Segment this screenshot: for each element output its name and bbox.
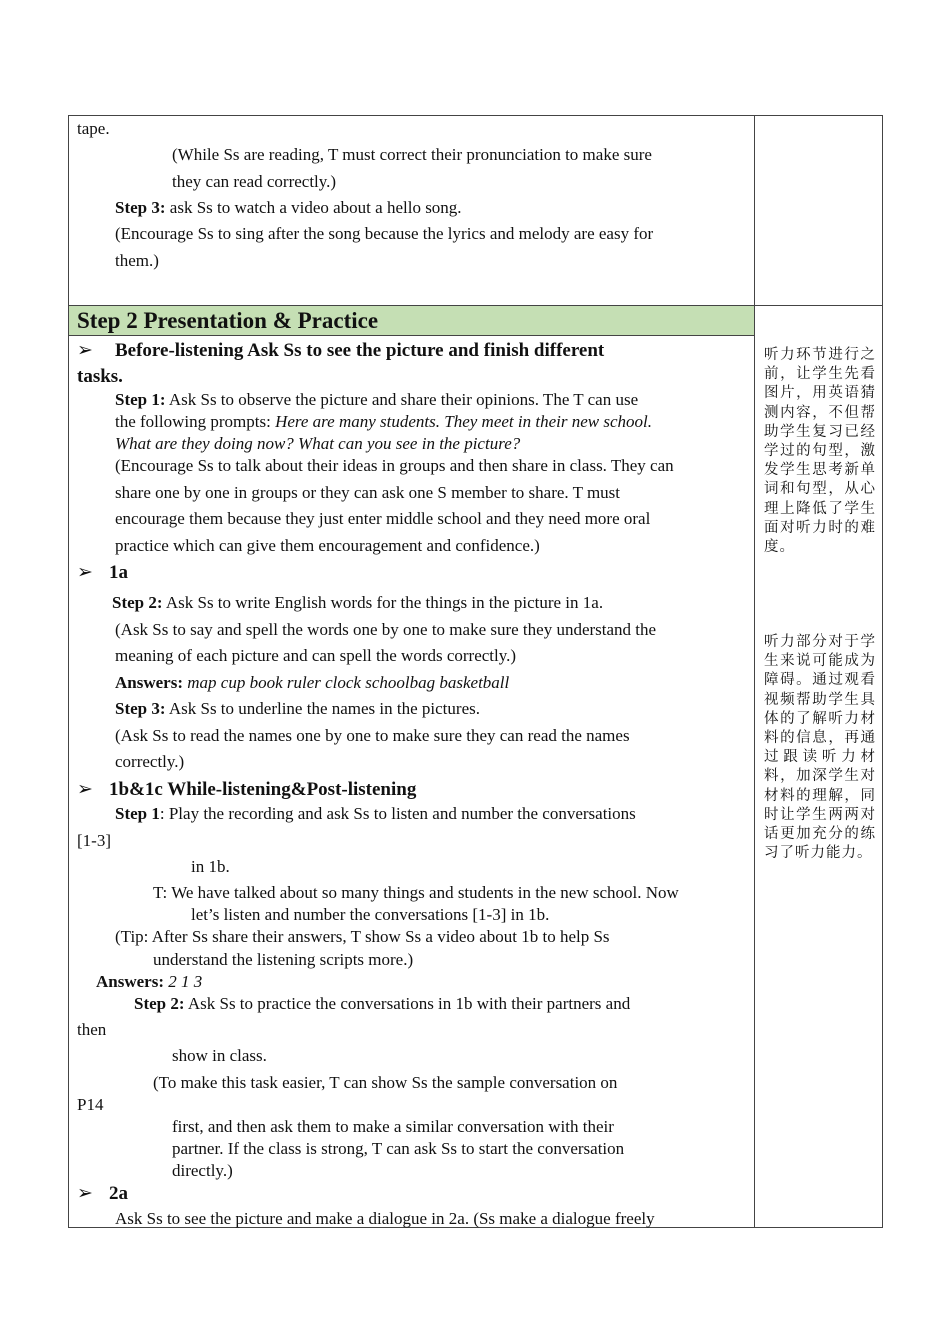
column-divider [754,115,755,1228]
part-1b-answers-text: 2 1 3 [164,972,203,991]
part-1a-step2-label: Step 2: [112,593,163,612]
before-prompt-italic-2: What are they doing now? What can you see in the picture? [115,434,521,453]
part-2a-line: Ask Ss to see the picture and make a dialogue in 2a. (Ss make a dialogue freely [115,1209,655,1228]
section-banner [69,306,754,335]
part-1b-p14: P14 [77,1095,104,1114]
top-line-5: (Encourage Ss to sing after the song because the lyrics and melody are easy for [115,224,654,243]
part-1b-then: then [77,1020,107,1039]
part-1b-tip-2: understand the listening scripts more.) [153,950,414,969]
part-2a-heading-text: 2a [109,1183,128,1204]
top-step3-label: Step 3: [115,198,166,217]
top-line-3: they can read correctly.) [172,172,337,191]
part-1a-heading-text: 1a [109,562,128,583]
part-1b-to-2: first, and then ask them to make a similar conversation with their [172,1117,614,1136]
arrow-bullet-icon: ➢ [77,779,93,800]
part-1a-answers [115,672,509,694]
note-before-listening: 听力环节进行之前，让学生先看图片，用英语猜测内容，不但帮助学生复习已经学过的句型，激发学生思考新单词和句型，从心理上降低了学生面对听力时的难度。 [764,347,876,556]
section-title: Step 2 Presentation & Practice [77,308,379,333]
part-1a-ask-3: (Ask Ss to read the names one by one to make sure they can read the names [115,726,630,745]
part-1a-answers-label: Answers: [115,673,183,692]
part-1b-teacher-2: let’s listen and number the conversations [1-3] in 1b. [191,905,550,924]
part-1b-tip-1: (Tip: After Ss share their answers, T show Ss a video about 1b to help Ss [115,927,610,946]
part-1b-to-4: directly.) [172,1161,233,1180]
before-enc-3: encourage them because they just enter middle school and they need more oral [115,509,651,528]
part-1a-step3-text: Ask Ss to underline the names in the pictures. [165,699,480,718]
arrow-bullet-icon: ➢ [77,1183,93,1204]
before-heading-2: tasks. [77,366,123,387]
before-step1-text: Ask Ss to observe the picture and share their opinions. The T can use [165,390,639,409]
part-1a-step2 [112,592,603,614]
top-step3 [115,197,462,219]
part-1b-in1b: in 1b. [191,857,230,876]
top-line-6: them.) [115,251,159,270]
part-1a-heading [77,560,128,586]
before-step1-label: Step 1: [115,390,166,409]
part-1b-answers-label: Answers: [96,972,164,991]
before-prompt-1 [115,411,652,433]
part-1b-heading [77,777,416,803]
before-heading-text: Before-listening Ask Ss to see the picture and finish different [115,340,605,361]
part-1b-teacher-1: T: We have talked about so many things and students in the new school. Now [153,883,679,902]
before-enc-1: (Encourage Ss to talk about their ideas in groups and then share in class. They can [115,456,674,475]
before-step1 [115,389,638,411]
part-1a-ask-4: correctly.) [115,752,185,771]
part-2a-heading [77,1181,128,1207]
part-1b-to-1: (To make this task easier, T can show Ss the sample conversation on [153,1073,618,1092]
part-1a-step3 [115,698,480,720]
top-step3-text: ask Ss to watch a video about a hello song. [165,198,462,217]
part-1b-step2-text: Ask Ss to practice the conversations in 1b with their partners and [184,994,631,1013]
part-1b-heading-text: 1b&1c While-listening&Post-listening [109,779,417,800]
part-1a-answers-text: map cup book ruler clock schoolbag basketball [183,673,510,692]
part-1b-to-3: partner. If the class is strong, T can ask Ss to start the conversation [172,1139,625,1158]
part-1b-step2-label: Step 2: [134,994,185,1013]
top-line-2: (While Ss are reading, T must correct their pronunciation to make sure [172,145,652,164]
before-prompt-lead: the following prompts: [115,412,276,431]
part-1a-step3-label: Step 3: [115,699,166,718]
note-listening: 听力部分对于学生来说可能成为障碍。通过观看视频帮助学生具体的了解听力材料的信息，再通过跟读听力材料，加深学生对材料的理解，同时让学生两两对话更加充分的练习了听力能力。 [764,634,876,862]
part-1b-step1-text: : Play the recording and ask Ss to listen and number the conversations [159,804,636,823]
arrow-bullet-icon: ➢ [77,340,93,361]
before-heading [77,338,604,364]
part-1b-step1-label: Step 1 [115,804,160,823]
part-1a-ask-2: meaning of each picture and can spell the words correctly.) [115,646,517,665]
before-enc-4: practice which can give them encouragement and confidence.) [115,536,540,555]
before-enc-2: share one by one in groups or they can ask one S member to share. T must [115,483,621,502]
part-1a-ask-1: (Ask Ss to say and spell the words one by one to make sure they understand the [115,620,657,639]
part-1b-show: show in class. [172,1046,267,1065]
part-1b-step1 [115,803,636,825]
part-1b-range: [1-3] [77,831,111,850]
top-line-1: tape. [77,119,110,138]
banner-divider [68,335,755,336]
before-prompt-italic-1: Here are many students. They meet in their new school. [275,412,652,431]
part-1b-answers [96,971,202,993]
arrow-bullet-icon: ➢ [77,562,93,583]
part-1b-step2 [134,993,630,1015]
part-1a-step2-text: Ask Ss to write English words for the things in the picture in 1a. [162,593,604,612]
